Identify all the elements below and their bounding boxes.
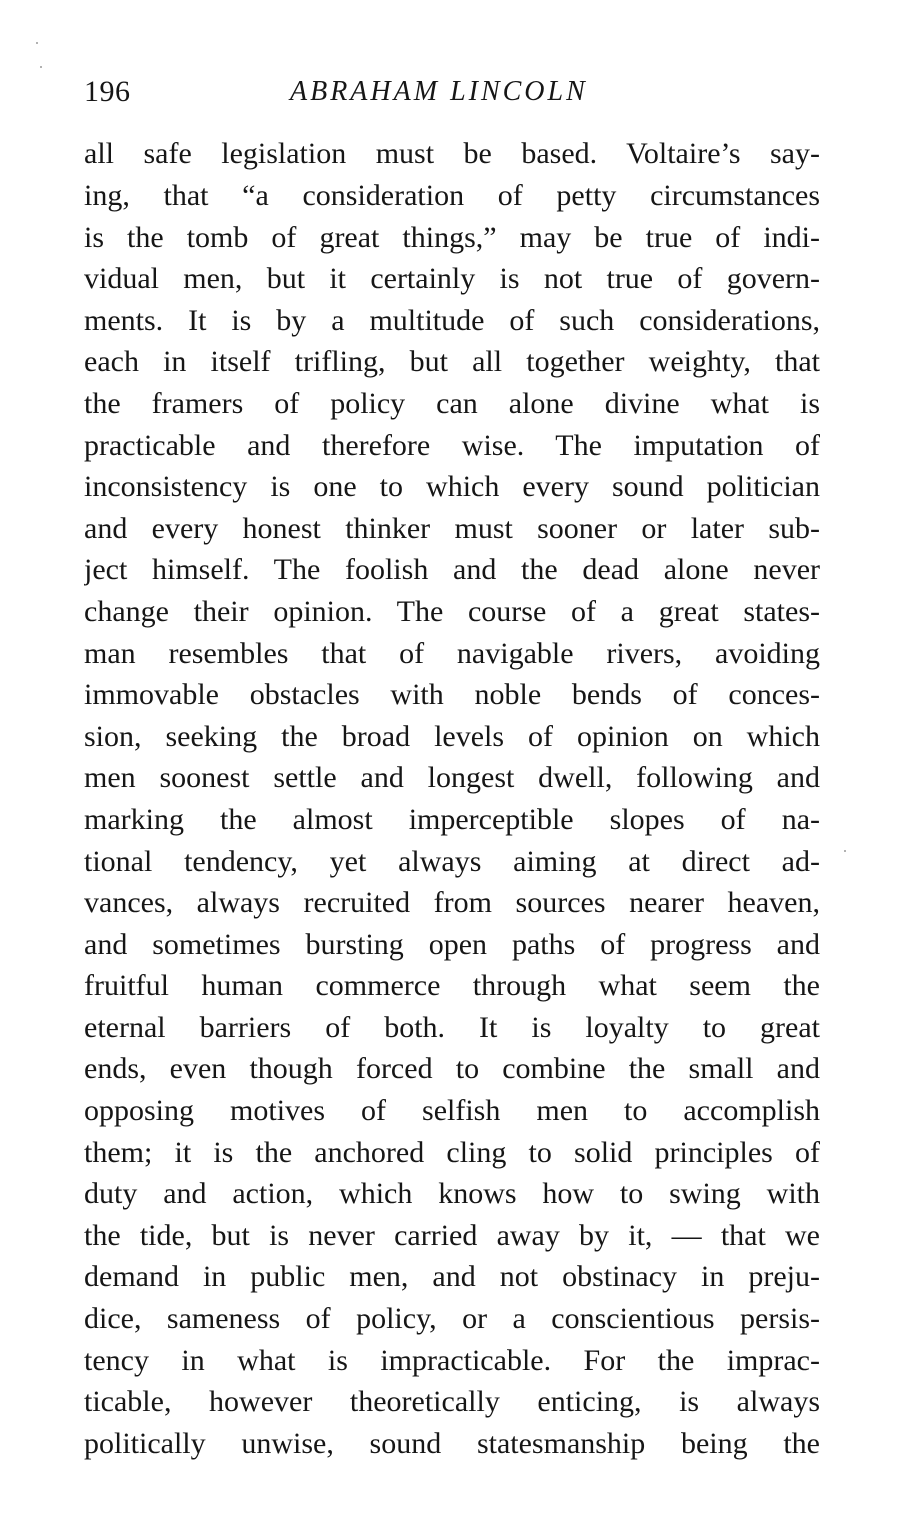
page-number: 196 bbox=[84, 75, 131, 108]
text-line: eternal barriers of both. It is loyalty to great bbox=[84, 1010, 820, 1044]
text-line: marking the almost imperceptible slopes of na- bbox=[84, 802, 820, 836]
scan-speck bbox=[36, 42, 38, 44]
text-line: immovable obstacles with noble bends of conces- bbox=[84, 678, 820, 712]
text-line: ing, that “a consideration of petty circumstances bbox=[84, 179, 820, 212]
text-line: and every honest thinker must sooner or later sub- bbox=[84, 511, 820, 545]
text-line: men soonest settle and longest dwell, following and bbox=[84, 761, 820, 795]
text-line: tency in what is impracticable. For the imprac- bbox=[84, 1343, 820, 1377]
text-line: and sometimes bursting open paths of progress and bbox=[84, 927, 820, 961]
body-text bbox=[84, 133, 820, 1464]
text-line: all safe legislation must be based. Voltaire’s say- bbox=[84, 137, 820, 170]
scan-speck bbox=[844, 850, 846, 852]
text-line: change their opinion. The course of a great states- bbox=[84, 594, 820, 628]
text-line: dice, sameness of policy, or a conscientious persis- bbox=[84, 1302, 820, 1336]
text-line: ends, even though forced to combine the small and bbox=[84, 1052, 820, 1086]
text-line: vances, always recruited from sources nearer heaven, bbox=[84, 886, 820, 920]
text-line: duty and action, which knows how to swing with bbox=[84, 1177, 820, 1211]
text-line: ticable, however theoretically enticing, is always bbox=[84, 1385, 820, 1419]
text-line: politically unwise, sound statesmanship being the bbox=[84, 1426, 820, 1460]
text-line: each in itself trifling, but all together weighty, that bbox=[84, 345, 820, 379]
text-line: sion, seeking the broad levels of opinion on which bbox=[84, 719, 820, 753]
text-line: ments. It is by a multitude of such considerations, bbox=[84, 303, 820, 337]
text-line: demand in public men, and not obstinacy in preju- bbox=[84, 1260, 820, 1294]
scan-speck bbox=[40, 66, 42, 68]
text-line: inconsistency is one to which every sound politician bbox=[84, 470, 820, 504]
text-line: opposing motives of selfish men to accomplish bbox=[84, 1094, 820, 1128]
text-line: practicable and therefore wise. The imputation of bbox=[84, 428, 820, 462]
text-line: ject himself. The foolish and the dead alone never bbox=[84, 553, 820, 587]
text-line: fruitful human commerce through what seem the bbox=[84, 969, 820, 1003]
running-head bbox=[84, 72, 820, 112]
text-line: the framers of policy can alone divine what is bbox=[84, 386, 820, 420]
text-line: the tide, but is never carried away by it, — that we bbox=[84, 1218, 820, 1252]
text-line: is the tomb of great things,” may be true of indi- bbox=[84, 220, 820, 254]
text-line: them; it is the anchored cling to solid principles of bbox=[84, 1135, 820, 1169]
text-line: tional tendency, yet always aiming at direct ad- bbox=[84, 844, 820, 878]
text-line: vidual men, but it certainly is not true of govern- bbox=[84, 262, 820, 296]
running-title: ABRAHAM LINCOLN bbox=[290, 76, 588, 107]
text-line: man resembles that of navigable rivers, avoiding bbox=[84, 636, 820, 670]
